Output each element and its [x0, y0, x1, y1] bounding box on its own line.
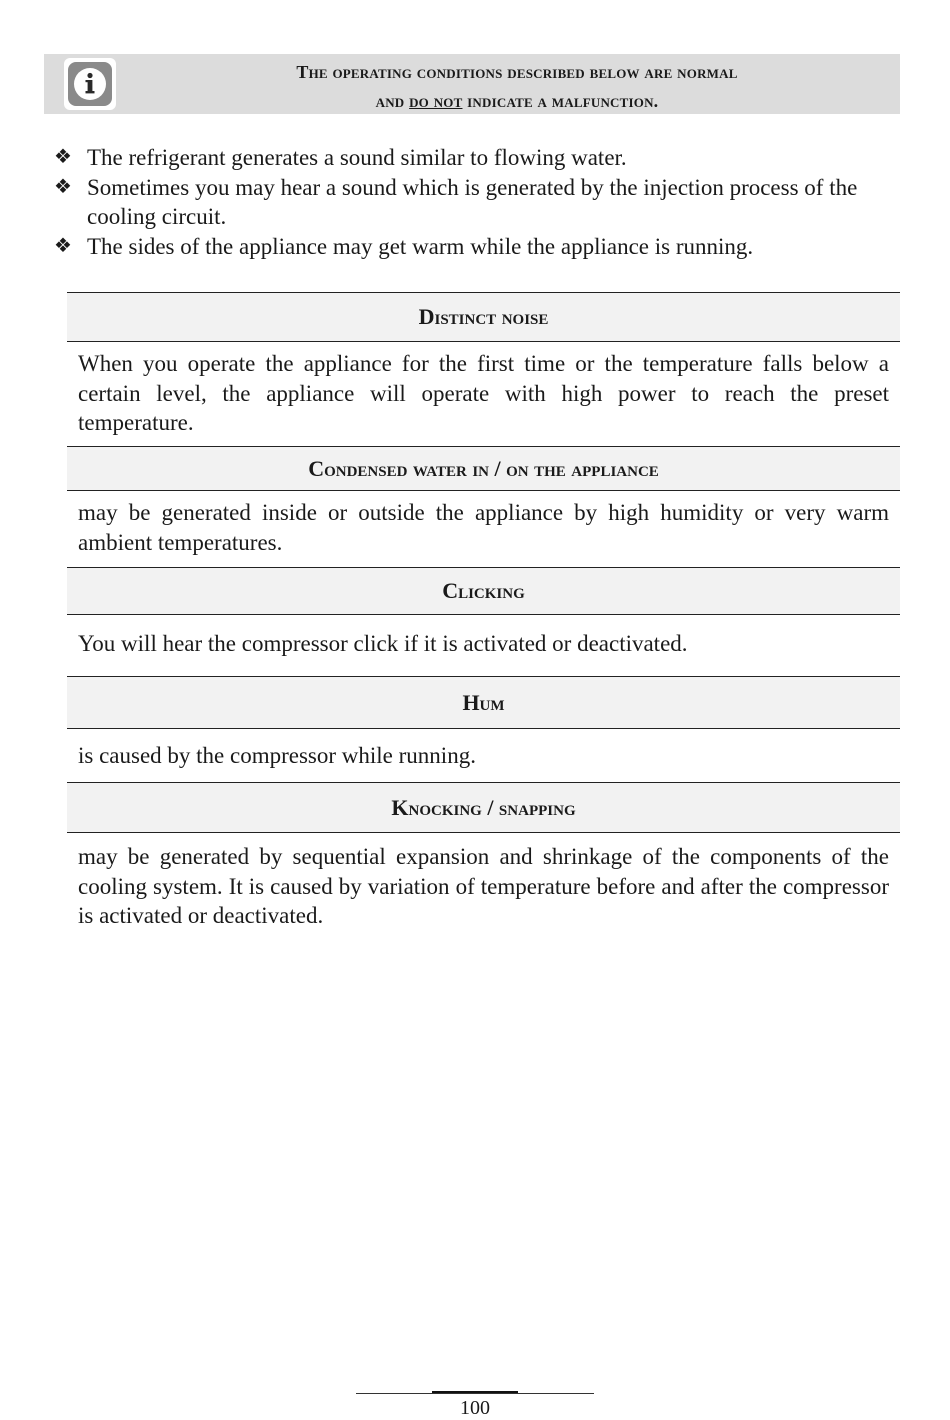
- notice-line-1: The operating conditions described below are normal: [296, 62, 738, 82]
- section-header-condensed-water: Condensed water in / on the appliance: [67, 447, 900, 491]
- bullet-text: The refrigerant generates a sound similar to flowing water.: [87, 145, 627, 170]
- list-item: [52, 173, 898, 232]
- section-body-hum: is caused by the compressor while running.: [67, 729, 900, 783]
- notice-line-2-pre: and: [375, 91, 410, 111]
- footer-rule-accent: [432, 1391, 518, 1393]
- page-number: 100: [460, 1397, 490, 1419]
- notice-banner: [44, 54, 900, 114]
- notice-emphasis: do not: [409, 91, 463, 111]
- section-body-distinct-noise: When you operate the appliance for the first time or the temperature falls below a certain level, the appliance will operate with high power to reach the preset temperature.: [67, 342, 900, 447]
- section-body-condensed-water: may be generated inside or outside the appliance by high humidity or very warm ambient temperatures.: [67, 491, 900, 568]
- list-item: [52, 143, 898, 173]
- section-header-distinct-noise: Distinct noise: [67, 293, 900, 342]
- section-header-clicking: Clicking: [67, 568, 900, 615]
- bullet-icon: ❖: [54, 175, 72, 198]
- section-header-hum: Hum: [67, 677, 900, 729]
- footer-rule: [356, 1393, 594, 1394]
- bullet-icon: ❖: [54, 146, 72, 168]
- noise-table: [67, 292, 900, 933]
- notice-line-2: [164, 87, 870, 116]
- bullet-text: The sides of the appliance may get warm while the appliance is running.: [87, 233, 754, 259]
- list-item: [52, 232, 898, 262]
- notice-text: [164, 58, 870, 116]
- section-body-clicking: You will hear the compressor click if it is activated or deactivated.: [67, 615, 900, 677]
- info-icon: [64, 58, 116, 110]
- section-body-knocking: may be generated by sequential expansion and shrinkage of the components of the cooling system. It is caused by variation of temperature before and after the compressor is activated or deactivated.: [78, 844, 889, 928]
- bullet-text: Sometimes you may hear a sound which is generated by the injection process of the cooling circuit.: [87, 174, 858, 229]
- bullet-icon: ❖: [54, 234, 72, 257]
- section-header-knocking: Knocking / snapping: [67, 783, 900, 833]
- notice-line-2-post: indicate a malfunction.: [462, 91, 659, 111]
- bullet-list: [52, 143, 898, 261]
